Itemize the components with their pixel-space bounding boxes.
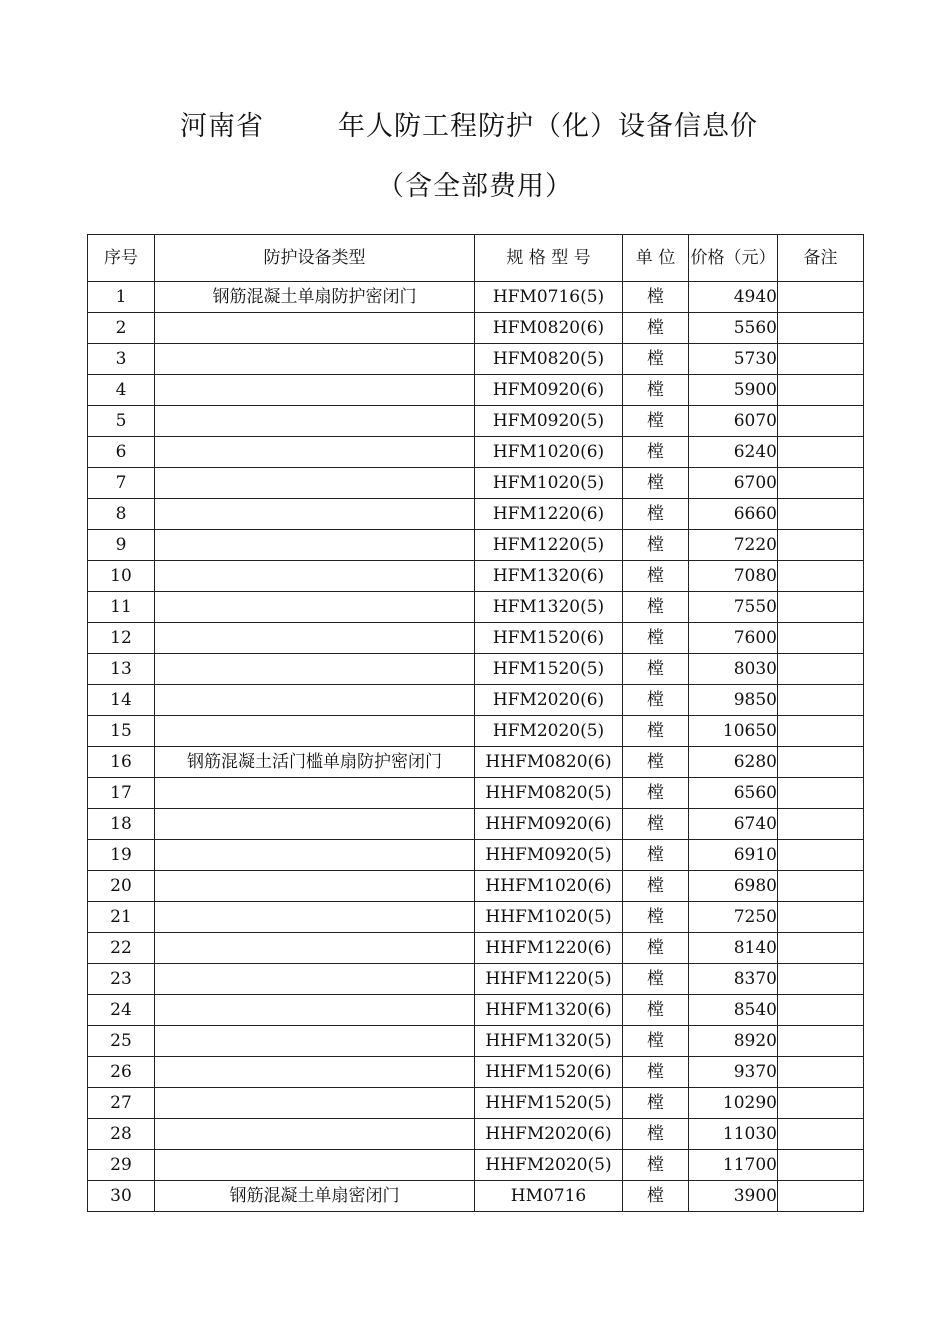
cell-note [778, 716, 864, 747]
cell-price: 11700 [689, 1150, 778, 1181]
cell-unit: 樘 [623, 840, 689, 871]
cell-note [778, 840, 864, 871]
cell-unit: 樘 [623, 437, 689, 468]
cell-price: 3900 [689, 1181, 778, 1212]
table-row [88, 561, 864, 592]
table-row [88, 964, 864, 995]
cell-row-number: 3 [88, 344, 155, 375]
table-header-row [88, 235, 864, 282]
cell-price: 7550 [689, 592, 778, 623]
cell-row-number: 15 [88, 716, 155, 747]
cell-model-spec: HHFM1020(6) [475, 871, 623, 902]
cell-row-number: 7 [88, 468, 155, 499]
cell-note [778, 1150, 864, 1181]
cell-price: 8030 [689, 654, 778, 685]
cell-note [778, 933, 864, 964]
cell-note [778, 964, 864, 995]
table-row [88, 1026, 864, 1057]
cell-row-number: 29 [88, 1150, 155, 1181]
cell-row-number: 2 [88, 313, 155, 344]
cell-equipment-type [155, 995, 475, 1026]
cell-row-number: 14 [88, 685, 155, 716]
cell-model-spec: HHFM1220(6) [475, 933, 623, 964]
cell-note [778, 623, 864, 654]
cell-equipment-type [155, 902, 475, 933]
table-row [88, 778, 864, 809]
cell-note [778, 437, 864, 468]
cell-price: 6280 [689, 747, 778, 778]
cell-price: 6910 [689, 840, 778, 871]
price-table [87, 234, 864, 1212]
cell-row-number: 20 [88, 871, 155, 902]
cell-note [778, 902, 864, 933]
cell-unit: 樘 [623, 406, 689, 437]
cell-note [778, 530, 864, 561]
cell-equipment-type [155, 1026, 475, 1057]
cell-note [778, 592, 864, 623]
header-unit: 单 位 [623, 235, 689, 282]
cell-unit: 樘 [623, 1057, 689, 1088]
cell-equipment-type [155, 778, 475, 809]
cell-price: 8370 [689, 964, 778, 995]
cell-unit: 樘 [623, 716, 689, 747]
table-row [88, 871, 864, 902]
header-no: 序号 [88, 235, 155, 282]
cell-unit: 樘 [623, 809, 689, 840]
cell-unit: 樘 [623, 871, 689, 902]
cell-price: 9850 [689, 685, 778, 716]
cell-price: 7250 [689, 902, 778, 933]
cell-equipment-type [155, 654, 475, 685]
cell-unit: 樘 [623, 1150, 689, 1181]
cell-note [778, 747, 864, 778]
cell-equipment-type [155, 1119, 475, 1150]
cell-model-spec: HHFM1220(5) [475, 964, 623, 995]
cell-unit: 樘 [623, 902, 689, 933]
table-row [88, 654, 864, 685]
cell-price: 6740 [689, 809, 778, 840]
cell-model-spec: HHFM0920(6) [475, 809, 623, 840]
cell-row-number: 17 [88, 778, 155, 809]
cell-model-spec: HFM0716(5) [475, 282, 623, 313]
cell-equipment-type [155, 561, 475, 592]
header-type: 防护设备类型 [155, 235, 475, 282]
table-row [88, 1181, 864, 1212]
table-row [88, 1150, 864, 1181]
table-row [88, 623, 864, 654]
cell-price: 8540 [689, 995, 778, 1026]
cell-price: 6560 [689, 778, 778, 809]
cell-unit: 樘 [623, 1088, 689, 1119]
table-row [88, 468, 864, 499]
cell-note [778, 778, 864, 809]
cell-row-number: 13 [88, 654, 155, 685]
cell-equipment-type [155, 871, 475, 902]
cell-note [778, 1057, 864, 1088]
cell-unit: 樘 [623, 468, 689, 499]
cell-equipment-type [155, 1150, 475, 1181]
table-row [88, 530, 864, 561]
cell-unit: 樘 [623, 592, 689, 623]
cell-model-spec: HFM0920(5) [475, 406, 623, 437]
cell-model-spec: HHFM0820(5) [475, 778, 623, 809]
table-row [88, 375, 864, 406]
cell-unit: 樘 [623, 375, 689, 406]
cell-note [778, 282, 864, 313]
cell-model-spec: HFM1320(5) [475, 592, 623, 623]
table-row [88, 747, 864, 778]
table-row [88, 716, 864, 747]
cell-price: 7600 [689, 623, 778, 654]
document-subtitle: （含全部费用） [377, 171, 573, 202]
cell-note [778, 1119, 864, 1150]
cell-row-number: 9 [88, 530, 155, 561]
table-row [88, 685, 864, 716]
cell-unit: 樘 [623, 964, 689, 995]
title-main: 年人防工程防护（化）设备信息价 [338, 111, 758, 142]
cell-row-number: 25 [88, 1026, 155, 1057]
cell-note [778, 1088, 864, 1119]
cell-unit: 樘 [623, 654, 689, 685]
cell-equipment-type [155, 530, 475, 561]
cell-model-spec: HFM1020(5) [475, 468, 623, 499]
cell-unit: 樘 [623, 685, 689, 716]
cell-equipment-type [155, 468, 475, 499]
cell-note [778, 406, 864, 437]
cell-model-spec: HFM1020(6) [475, 437, 623, 468]
cell-row-number: 24 [88, 995, 155, 1026]
cell-equipment-type [155, 344, 475, 375]
cell-unit: 樘 [623, 1119, 689, 1150]
table-row [88, 902, 864, 933]
cell-unit: 樘 [623, 344, 689, 375]
table-row [88, 437, 864, 468]
cell-row-number: 12 [88, 623, 155, 654]
table-row [88, 1057, 864, 1088]
cell-price: 6980 [689, 871, 778, 902]
title-province: 河南省 [180, 111, 264, 142]
cell-price: 11030 [689, 1119, 778, 1150]
cell-row-number: 16 [88, 747, 155, 778]
cell-note [778, 871, 864, 902]
cell-note [778, 313, 864, 344]
cell-price: 6700 [689, 468, 778, 499]
table-row [88, 840, 864, 871]
cell-price: 10650 [689, 716, 778, 747]
cell-model-spec: HFM1520(6) [475, 623, 623, 654]
cell-price: 6660 [689, 499, 778, 530]
cell-model-spec: HFM1320(6) [475, 561, 623, 592]
cell-model-spec: HHFM1320(6) [475, 995, 623, 1026]
cell-row-number: 10 [88, 561, 155, 592]
cell-row-number: 28 [88, 1119, 155, 1150]
cell-row-number: 26 [88, 1057, 155, 1088]
cell-price: 9370 [689, 1057, 778, 1088]
cell-note [778, 344, 864, 375]
cell-equipment-type [155, 1088, 475, 1119]
cell-price: 5900 [689, 375, 778, 406]
cell-price: 7080 [689, 561, 778, 592]
cell-row-number: 21 [88, 902, 155, 933]
cell-note [778, 654, 864, 685]
cell-model-spec: HFM2020(5) [475, 716, 623, 747]
cell-unit: 樘 [623, 499, 689, 530]
cell-equipment-type [155, 840, 475, 871]
cell-unit: 樘 [623, 623, 689, 654]
cell-equipment-type [155, 592, 475, 623]
cell-price: 4940 [689, 282, 778, 313]
table-row [88, 406, 864, 437]
cell-note [778, 995, 864, 1026]
cell-equipment-type [155, 964, 475, 995]
cell-equipment-type [155, 809, 475, 840]
cell-unit: 樘 [623, 995, 689, 1026]
cell-model-spec: HHFM0820(6) [475, 747, 623, 778]
cell-row-number: 1 [88, 282, 155, 313]
table-row [88, 499, 864, 530]
cell-row-number: 4 [88, 375, 155, 406]
cell-model-spec: HFM0820(5) [475, 344, 623, 375]
cell-model-spec: HFM1220(6) [475, 499, 623, 530]
cell-unit: 樘 [623, 778, 689, 809]
cell-model-spec: HFM1520(5) [475, 654, 623, 685]
cell-equipment-type: 钢筋混凝土活门槛单扇防护密闭门 [155, 747, 475, 778]
cell-row-number: 30 [88, 1181, 155, 1212]
cell-row-number: 22 [88, 933, 155, 964]
table-row [88, 933, 864, 964]
cell-unit: 樘 [623, 282, 689, 313]
cell-equipment-type [155, 406, 475, 437]
cell-price: 7220 [689, 530, 778, 561]
cell-equipment-type: 钢筋混凝土单扇防护密闭门 [155, 282, 475, 313]
header-price: 价格（元） [689, 235, 778, 282]
cell-equipment-type [155, 716, 475, 747]
cell-row-number: 23 [88, 964, 155, 995]
cell-row-number: 5 [88, 406, 155, 437]
table-row [88, 282, 864, 313]
cell-equipment-type [155, 933, 475, 964]
cell-note [778, 468, 864, 499]
header-spec: 规 格 型 号 [475, 235, 623, 282]
table-row [88, 809, 864, 840]
cell-model-spec: HHFM0920(5) [475, 840, 623, 871]
cell-unit: 樘 [623, 313, 689, 344]
cell-price: 8140 [689, 933, 778, 964]
table-row [88, 592, 864, 623]
cell-model-spec: HFM0820(6) [475, 313, 623, 344]
cell-equipment-type: 钢筋混凝土单扇密闭门 [155, 1181, 475, 1212]
cell-model-spec: HHFM1020(5) [475, 902, 623, 933]
table-row [88, 344, 864, 375]
cell-price: 5560 [689, 313, 778, 344]
cell-note [778, 561, 864, 592]
cell-model-spec: HFM0920(6) [475, 375, 623, 406]
cell-price: 6070 [689, 406, 778, 437]
cell-unit: 樘 [623, 747, 689, 778]
cell-note [778, 809, 864, 840]
cell-row-number: 8 [88, 499, 155, 530]
cell-note [778, 1026, 864, 1057]
cell-model-spec: HHFM2020(5) [475, 1150, 623, 1181]
cell-equipment-type [155, 313, 475, 344]
cell-row-number: 11 [88, 592, 155, 623]
table-row [88, 1119, 864, 1150]
cell-unit: 樘 [623, 933, 689, 964]
cell-note [778, 685, 864, 716]
cell-model-spec: HM0716 [475, 1181, 623, 1212]
cell-model-spec: HHFM2020(6) [475, 1119, 623, 1150]
cell-model-spec: HHFM1320(5) [475, 1026, 623, 1057]
cell-price: 5730 [689, 344, 778, 375]
header-note: 备注 [778, 235, 864, 282]
table-row [88, 1088, 864, 1119]
cell-price: 6240 [689, 437, 778, 468]
cell-note [778, 499, 864, 530]
cell-equipment-type [155, 685, 475, 716]
cell-unit: 樘 [623, 530, 689, 561]
cell-equipment-type [155, 375, 475, 406]
cell-equipment-type [155, 623, 475, 654]
cell-row-number: 19 [88, 840, 155, 871]
cell-row-number: 18 [88, 809, 155, 840]
cell-model-spec: HHFM1520(6) [475, 1057, 623, 1088]
cell-price: 10290 [689, 1088, 778, 1119]
cell-row-number: 6 [88, 437, 155, 468]
cell-row-number: 27 [88, 1088, 155, 1119]
cell-note [778, 375, 864, 406]
cell-model-spec: HFM1220(5) [475, 530, 623, 561]
table-row [88, 313, 864, 344]
cell-note [778, 1181, 864, 1212]
cell-equipment-type [155, 499, 475, 530]
cell-equipment-type [155, 1057, 475, 1088]
cell-unit: 樘 [623, 561, 689, 592]
cell-unit: 樘 [623, 1181, 689, 1212]
cell-price: 8920 [689, 1026, 778, 1057]
cell-equipment-type [155, 437, 475, 468]
table-row [88, 995, 864, 1026]
cell-unit: 樘 [623, 1026, 689, 1057]
cell-model-spec: HFM2020(6) [475, 685, 623, 716]
cell-model-spec: HHFM1520(5) [475, 1088, 623, 1119]
